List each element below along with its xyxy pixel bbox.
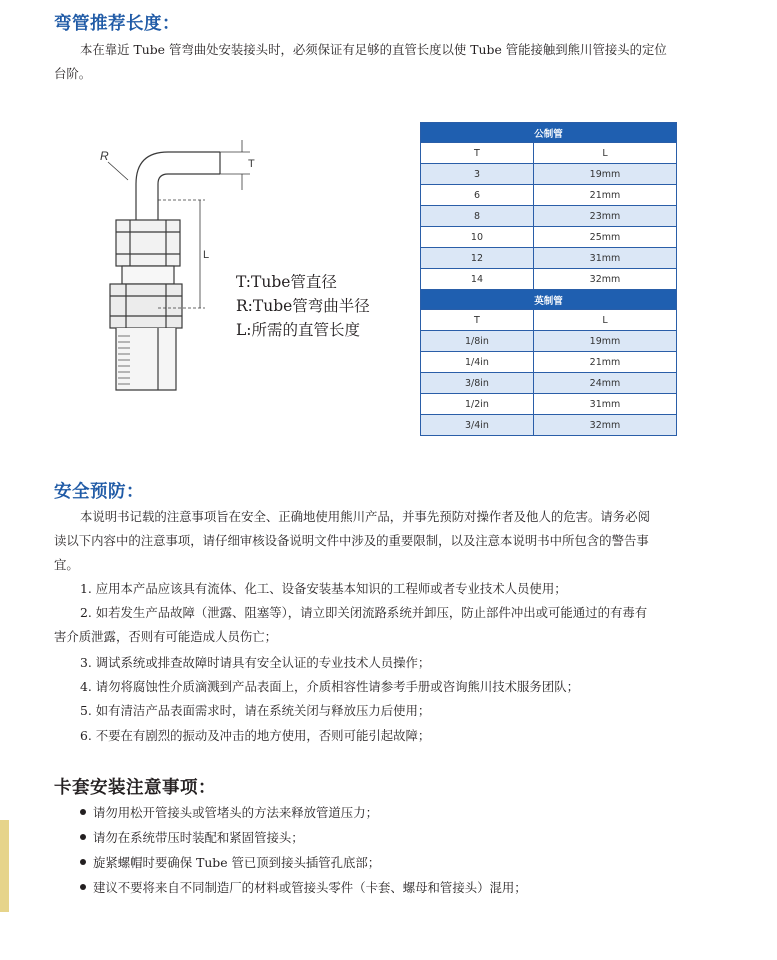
safety-paragraph-line-1: 本说明书记载的注意事项旨在安全、正确地使用熊川产品，并事先预防对操作者及他人的危害。请务必阅 bbox=[80, 509, 650, 524]
imperial-col-l: L bbox=[533, 310, 676, 331]
bend-length-paragraph-line-2: 台阶。 bbox=[54, 66, 92, 81]
metric-col-l: L bbox=[533, 143, 676, 164]
safety-item-2-continued: 害介质泄露，否则有可能造成人员伤亡； bbox=[54, 629, 278, 644]
table-row: 3/4in 32mm bbox=[421, 415, 677, 436]
metric-header: 公制管 bbox=[421, 123, 677, 143]
list-item: 旋紧螺帽时要确保 Tube 管已顶到接头插管孔底部； bbox=[80, 851, 380, 875]
table-row: 10 25mm bbox=[421, 227, 677, 248]
imperial-col-t: T bbox=[421, 310, 534, 331]
bend-length-paragraph-line-1: 本在靠近 Tube 管弯曲处安装接头时，必须保证有足够的直管长度以使 Tube 管能接触到熊川管接头的定位 bbox=[80, 42, 667, 57]
side-page-tab bbox=[0, 820, 9, 912]
label-r: R bbox=[100, 149, 109, 163]
list-item: 请勿用松开管接头或管堵头的方法来释放管道压力； bbox=[80, 801, 378, 825]
safety-item-2: 2. 如若发生产品故障（泄露、阻塞等），请立即关闭流路系统并卸压，防止部件冲出或可能通过的有毒有 bbox=[80, 605, 648, 620]
table-row: 6 21mm bbox=[421, 185, 677, 206]
bullet-icon bbox=[80, 884, 86, 890]
safety-paragraph-line-3: 宜。 bbox=[54, 557, 79, 572]
table-row: 1/8in 19mm bbox=[421, 331, 677, 352]
table-row: 14 32mm bbox=[421, 269, 677, 290]
table-row: 3/8in 24mm bbox=[421, 373, 677, 394]
section-title-safety: 安全预防： bbox=[54, 482, 144, 502]
safety-paragraph-line-2: 读以下内容中的注意事项，请仔细审核设备说明文件中涉及的重要限制，以及注意本说明书中所包含的警告事 bbox=[54, 533, 649, 548]
section-title-bend-length: 弯管推荐长度： bbox=[54, 14, 180, 34]
table-row: 12 31mm bbox=[421, 248, 677, 269]
legend-l: L:所需的直管长度 bbox=[236, 321, 361, 339]
section-title-ferrule-install: 卡套安装注意事项： bbox=[54, 778, 216, 798]
table-row: 1/2in 31mm bbox=[421, 394, 677, 415]
safety-item-1: 1. 应用本产品应该具有流体、化工、设备安装基本知识的工程师或者专业技术人员使用； bbox=[80, 581, 567, 596]
metric-col-t: T bbox=[421, 143, 534, 164]
bullet-icon bbox=[80, 859, 86, 865]
safety-item-4: 4. 请勿将腐蚀性介质滴溅到产品表面上，介质相容性请参考手册或咨询熊川技术服务团队； bbox=[80, 679, 579, 694]
bullet-icon bbox=[80, 834, 86, 840]
list-item: 请勿在系统带压时装配和紧固管接头； bbox=[80, 826, 304, 850]
legend-t: T:Tube管直径 bbox=[236, 273, 337, 291]
legend-r: R:Tube管弯曲半径 bbox=[236, 297, 370, 315]
safety-item-5: 5. 如有清洁产品表面需求时，请在系统关闭与释放压力后使用； bbox=[80, 703, 431, 718]
table-row: 1/4in 21mm bbox=[421, 352, 677, 373]
label-t: T bbox=[248, 158, 255, 170]
bullet-icon bbox=[80, 809, 86, 815]
safety-item-6: 6. 不要在有剧烈的振动及冲击的地方使用，否则可能引起故障； bbox=[80, 728, 431, 743]
table-row: 3 19mm bbox=[421, 164, 677, 185]
list-item: 建议不要将来自不同制造厂的材料或管接头零件（卡套、螺母和管接头）混用； bbox=[80, 876, 527, 900]
label-l: L bbox=[203, 249, 210, 261]
table-row: 8 23mm bbox=[421, 206, 677, 227]
imperial-header: 英制管 bbox=[421, 290, 677, 310]
tube-length-table bbox=[420, 122, 677, 436]
safety-item-3: 3. 调试系统或排查故障时请具有安全认证的专业技术人员操作； bbox=[80, 655, 431, 670]
